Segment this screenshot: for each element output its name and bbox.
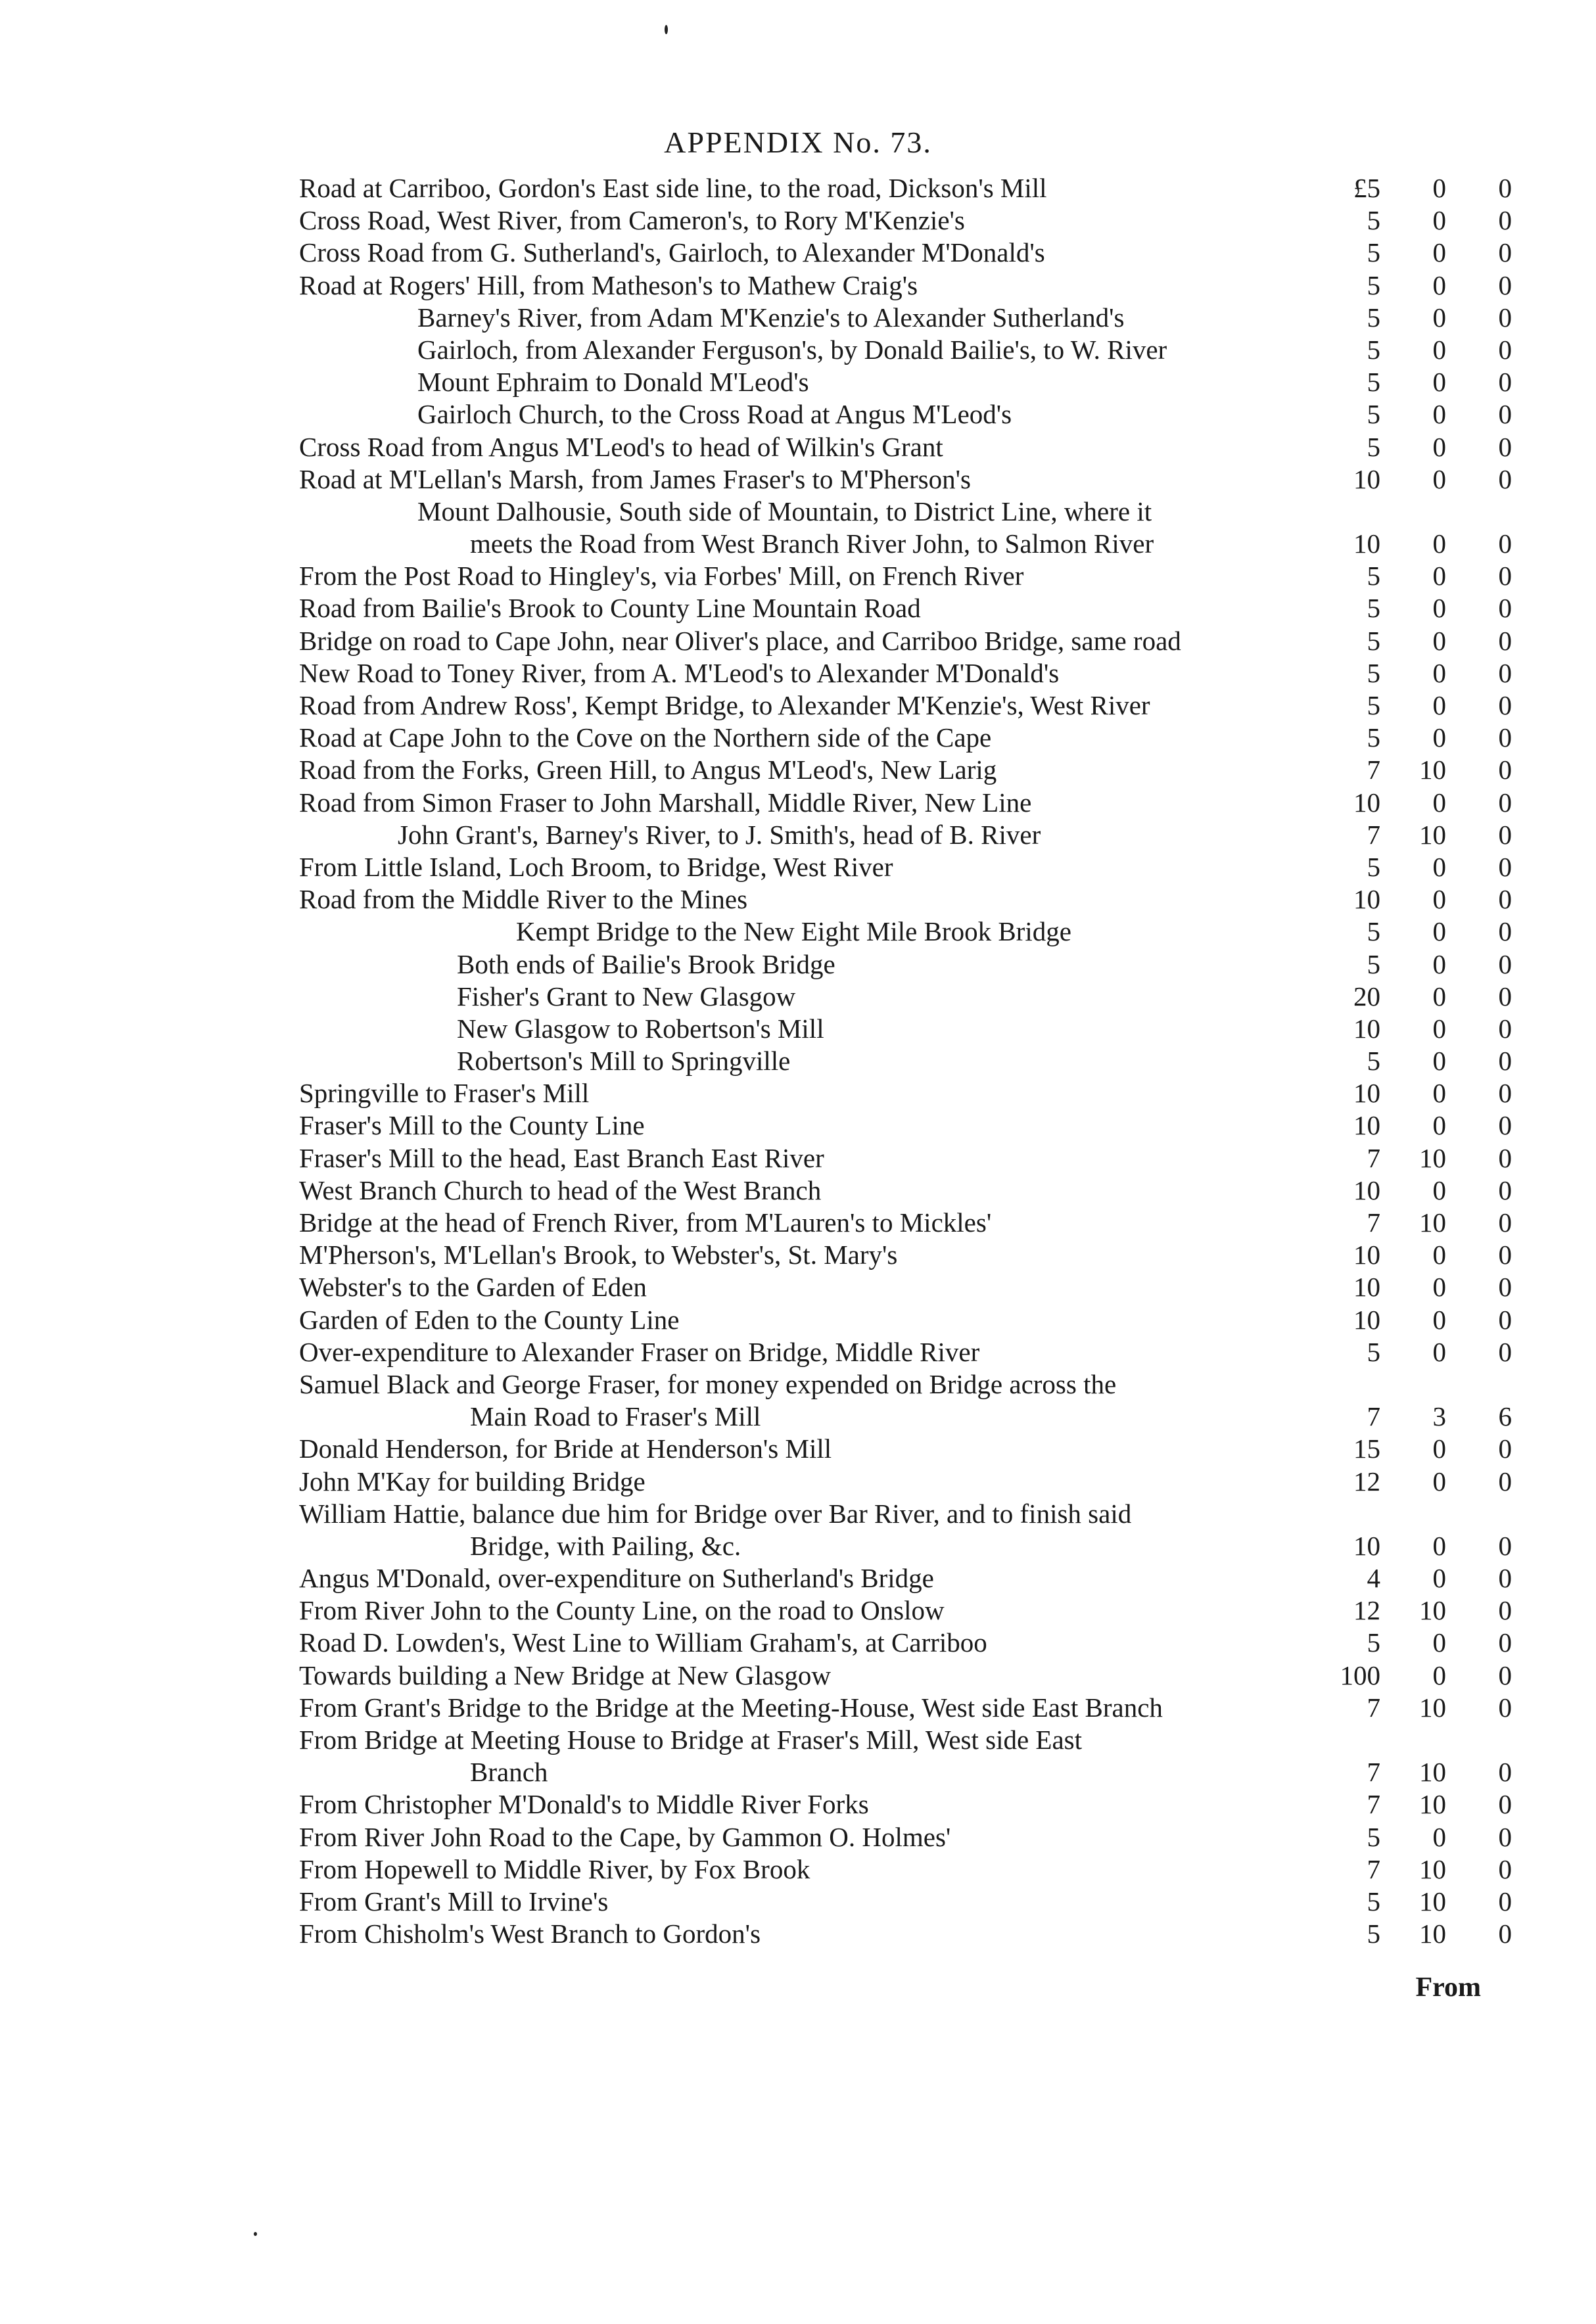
pounds-amount: 5 <box>1367 302 1380 333</box>
entry-row <box>299 1239 1512 1271</box>
entry-row <box>299 1077 1512 1109</box>
entry-row <box>299 528 1512 560</box>
pounds-amount: 10 <box>1353 1240 1380 1270</box>
pence-amount: 0 <box>1498 1142 1512 1173</box>
entry-row <box>299 1692 1512 1724</box>
pence-amount: 0 <box>1498 1336 1512 1367</box>
entry-description: From Christopher M'Donald's to Middle River Forks <box>299 1789 869 1820</box>
shillings-amount: 10 <box>1419 1886 1446 1917</box>
pence-amount: 0 <box>1498 269 1512 300</box>
shillings-amount: 0 <box>1432 1563 1446 1594</box>
shillings-amount: 0 <box>1432 205 1446 236</box>
pounds-amount: 5 <box>1367 1886 1380 1917</box>
pence-amount: 0 <box>1498 851 1512 882</box>
pence-amount: 0 <box>1498 1272 1512 1303</box>
entry-description: Webster's to the Garden of Eden <box>299 1272 647 1303</box>
pence-amount: 0 <box>1498 1110 1512 1141</box>
pounds-amount: 5 <box>1367 851 1380 882</box>
entry-description: From River John Road to the Cape, by Gammon O. Holmes' <box>299 1821 951 1852</box>
pounds-amount: 10 <box>1353 1110 1380 1141</box>
entry-description: Bridge, with Pailing, &c. <box>470 1530 741 1561</box>
entry-row <box>299 1530 1512 1562</box>
entry-row <box>299 689 1512 722</box>
pence-amount: 0 <box>1498 916 1512 947</box>
pence-amount: 0 <box>1498 302 1512 333</box>
pounds-amount: 5 <box>1367 1918 1380 1949</box>
entry-description: Road at Carriboo, Gordon's East side line, to the road, Dickson's Mill <box>299 173 1047 203</box>
entry-description: Towards building a New Bridge at New Glasgow <box>299 1660 831 1690</box>
entry-description: Gairloch Church, to the Cross Road at Angus M'Leod's <box>417 399 1012 430</box>
pence-amount: 0 <box>1498 431 1512 462</box>
shillings-amount: 0 <box>1432 1046 1446 1077</box>
shillings-amount: 0 <box>1432 302 1446 333</box>
pounds-amount: 5 <box>1367 334 1380 365</box>
pence-amount: 0 <box>1498 690 1512 720</box>
shillings-amount: 0 <box>1432 561 1446 592</box>
entry-row <box>299 431 1512 463</box>
entry-row <box>299 1401 1512 1433</box>
shillings-amount: 0 <box>1432 1336 1446 1367</box>
entry-row <box>299 754 1512 786</box>
entry-description: Cross Road from G. Sutherland's, Gairloch, to Alexander M'Donald's <box>299 237 1045 268</box>
shillings-amount: 0 <box>1432 657 1446 688</box>
entry-description: Branch <box>470 1757 548 1788</box>
pence-amount: 0 <box>1498 399 1512 430</box>
pounds-amount: 5 <box>1367 237 1380 268</box>
entry-description: Angus M'Donald, over-expenditure on Sutherland's Bridge <box>299 1563 934 1594</box>
shillings-amount: 0 <box>1432 1821 1446 1852</box>
shillings-amount: 0 <box>1432 399 1446 430</box>
pence-amount: 0 <box>1498 722 1512 753</box>
shillings-amount: 10 <box>1419 1692 1446 1723</box>
shillings-amount: 10 <box>1419 1757 1446 1788</box>
pounds-amount: 15 <box>1353 1433 1380 1464</box>
shillings-amount: 10 <box>1419 755 1446 785</box>
pounds-amount: 7 <box>1367 1142 1380 1173</box>
pence-amount: 0 <box>1498 1433 1512 1464</box>
pounds-amount: 10 <box>1353 1272 1380 1303</box>
shillings-amount: 10 <box>1419 1595 1446 1626</box>
pence-amount: 0 <box>1498 1563 1512 1594</box>
pounds-amount: 5 <box>1367 625 1380 656</box>
entry-description: West Branch Church to head of the West Branch <box>299 1174 822 1205</box>
pounds-amount: 7 <box>1367 1401 1380 1432</box>
shillings-amount: 10 <box>1419 1853 1446 1884</box>
shillings-amount: 0 <box>1432 1627 1446 1658</box>
entry-description: Road at Rogers' Hill, from Matheson's to Mathew Craig's <box>299 269 918 300</box>
shillings-amount: 0 <box>1432 1466 1446 1497</box>
pounds-amount: 5 <box>1367 367 1380 398</box>
pounds-amount: 7 <box>1367 1207 1380 1238</box>
pence-amount: 0 <box>1498 657 1512 688</box>
entry-description: Both ends of Bailie's Brook Bridge <box>457 948 835 979</box>
shillings-amount: 10 <box>1419 1142 1446 1173</box>
entry-description: Road from Andrew Ross', Kempt Bridge, to Alexander M'Kenzie's, West River <box>299 690 1150 720</box>
pounds-amount: 7 <box>1367 1853 1380 1884</box>
shillings-amount: 0 <box>1432 1530 1446 1561</box>
entry-row <box>299 1336 1512 1368</box>
pounds-amount: 12 <box>1353 1466 1380 1497</box>
shillings-amount: 3 <box>1432 1401 1446 1432</box>
entry-row <box>299 657 1512 689</box>
entry-description: Cross Road, West River, from Cameron's, to Rory M'Kenzie's <box>299 205 965 236</box>
shillings-amount: 10 <box>1419 819 1446 850</box>
pence-amount: 0 <box>1498 463 1512 494</box>
entry-description: Mount Dalhousie, South side of Mountain, to District Line, where it <box>417 496 1152 526</box>
entry-description: Main Road to Fraser's Mill <box>470 1401 761 1432</box>
entry-row <box>299 1562 1512 1594</box>
entry-row <box>299 1627 1512 1659</box>
pounds-amount: 5 <box>1367 722 1380 753</box>
entry-row <box>299 1918 1512 1950</box>
shillings-amount: 0 <box>1432 173 1446 203</box>
shillings-amount: 0 <box>1432 367 1446 398</box>
pounds-amount: 20 <box>1353 981 1380 1011</box>
entry-row <box>299 1368 1512 1401</box>
entry-row <box>299 1013 1512 1045</box>
shillings-amount: 0 <box>1432 625 1446 656</box>
entry-description: Road at M'Lellan's Marsh, from James Fraser's to M'Pherson's <box>299 463 971 494</box>
pence-amount: 0 <box>1498 237 1512 268</box>
entry-description: Barney's River, from Adam M'Kenzie's to Alexander Sutherland's <box>417 302 1125 333</box>
appendix-header: APPENDIX No. 73. <box>664 126 932 159</box>
entry-row <box>299 463 1512 496</box>
entry-row <box>299 398 1512 430</box>
pence-amount: 6 <box>1498 1401 1512 1432</box>
pounds-amount: 100 <box>1340 1660 1380 1690</box>
entry-description: Garden of Eden to the County Line <box>299 1304 680 1335</box>
pence-amount: 0 <box>1498 1853 1512 1884</box>
shillings-amount: 0 <box>1432 1304 1446 1335</box>
entry-description: From Grant's Mill to Irvine's <box>299 1886 609 1917</box>
entry-description: From the Post Road to Hingley's, via Forbes' Mill, on French River <box>299 561 1024 592</box>
pounds-amount: 10 <box>1353 1304 1380 1335</box>
pence-amount: 0 <box>1498 1886 1512 1917</box>
entry-description: From Hopewell to Middle River, by Fox Brook <box>299 1853 810 1884</box>
entry-row <box>299 787 1512 819</box>
shillings-amount: 0 <box>1432 528 1446 559</box>
shillings-amount: 0 <box>1432 1078 1446 1109</box>
shillings-amount: 0 <box>1432 237 1446 268</box>
shillings-amount: 10 <box>1419 1207 1446 1238</box>
shillings-amount: 0 <box>1432 431 1446 462</box>
pounds-amount: 12 <box>1353 1595 1380 1626</box>
entry-row <box>299 1886 1512 1918</box>
pence-amount: 0 <box>1498 528 1512 559</box>
pence-amount: 0 <box>1498 1304 1512 1335</box>
pounds-amount: 10 <box>1353 1078 1380 1109</box>
pence-amount: 0 <box>1498 1078 1512 1109</box>
pence-amount: 0 <box>1498 1595 1512 1626</box>
entry-description: Road from the Middle River to the Mines <box>299 884 748 915</box>
entry-description: From Grant's Bridge to the Bridge at the Meeting-House, West side East Branch <box>299 1692 1163 1723</box>
pence-amount: 0 <box>1498 1240 1512 1270</box>
shillings-amount: 0 <box>1432 948 1446 979</box>
entry-description: From Chisholm's West Branch to Gordon's <box>299 1918 761 1949</box>
pence-amount: 0 <box>1498 367 1512 398</box>
pounds-amount: £5 <box>1353 173 1380 203</box>
pence-amount: 0 <box>1498 1627 1512 1658</box>
entry-row <box>299 1045 1512 1077</box>
pounds-amount: 5 <box>1367 916 1380 947</box>
entry-row <box>299 948 1512 981</box>
pence-amount: 0 <box>1498 1789 1512 1820</box>
shillings-amount: 0 <box>1432 722 1446 753</box>
shillings-amount: 0 <box>1432 690 1446 720</box>
pounds-amount: 7 <box>1367 1757 1380 1788</box>
pounds-amount: 5 <box>1367 205 1380 236</box>
shillings-amount: 0 <box>1432 334 1446 365</box>
entry-row <box>299 625 1512 657</box>
entry-description: Kempt Bridge to the New Eight Mile Brook Bridge <box>516 916 1071 947</box>
pence-amount: 0 <box>1498 981 1512 1011</box>
entry-row <box>299 1724 1512 1756</box>
pounds-amount: 10 <box>1353 1530 1380 1561</box>
pounds-amount: 5 <box>1367 1046 1380 1077</box>
entry-row <box>299 1788 1512 1821</box>
entry-description: New Road to Toney River, from A. M'Leod's to Alexander M'Donald's <box>299 657 1060 688</box>
pence-amount: 0 <box>1498 819 1512 850</box>
shillings-amount: 0 <box>1432 463 1446 494</box>
pence-amount: 0 <box>1498 1466 1512 1497</box>
shillings-amount: 0 <box>1432 1272 1446 1303</box>
speck-mark-bottom <box>254 2232 257 2236</box>
pounds-amount: 10 <box>1353 528 1380 559</box>
shillings-amount: 0 <box>1432 269 1446 300</box>
pounds-amount: 7 <box>1367 1692 1380 1723</box>
entry-description: From River John to the County Line, on the road to Onslow <box>299 1595 945 1626</box>
entry-row <box>299 1207 1512 1239</box>
entry-description: John M'Kay for building Bridge <box>299 1466 645 1497</box>
entry-row <box>299 819 1512 851</box>
entry-description: William Hattie, balance due him for Bridge over Bar River, and to finish said <box>299 1498 1132 1529</box>
entry-description: Bridge on road to Cape John, near Oliver's place, and Carriboo Bridge, same road <box>299 625 1181 656</box>
pence-amount: 0 <box>1498 561 1512 592</box>
entry-description: Donald Henderson, for Bride at Henderson's Mill <box>299 1433 832 1464</box>
entry-row <box>299 1466 1512 1498</box>
pounds-amount: 10 <box>1353 884 1380 915</box>
pence-amount: 0 <box>1498 1821 1512 1852</box>
shillings-amount: 0 <box>1432 1110 1446 1141</box>
entry-row <box>299 302 1512 334</box>
entry-row <box>299 1174 1512 1207</box>
pence-amount: 0 <box>1498 173 1512 203</box>
entry-row <box>299 981 1512 1013</box>
entry-row <box>299 496 1512 528</box>
entry-description: From Little Island, Loch Broom, to Bridge, West River <box>299 851 893 882</box>
entry-row <box>299 722 1512 754</box>
entry-description: From Bridge at Meeting House to Bridge at Fraser's Mill, West side East <box>299 1725 1083 1755</box>
pence-amount: 0 <box>1498 205 1512 236</box>
pence-amount: 0 <box>1498 1207 1512 1238</box>
pence-amount: 0 <box>1498 884 1512 915</box>
pounds-amount: 10 <box>1353 787 1380 818</box>
pence-amount: 0 <box>1498 787 1512 818</box>
pounds-amount: 5 <box>1367 431 1380 462</box>
shillings-amount: 0 <box>1432 787 1446 818</box>
entry-description: Bridge at the head of French River, from M'Lauren's to Mickles' <box>299 1207 992 1238</box>
entry-description: M'Pherson's, M'Lellan's Brook, to Webster's, St. Mary's <box>299 1240 898 1270</box>
entry-row <box>299 1756 1512 1788</box>
pence-amount: 0 <box>1498 1530 1512 1561</box>
entry-description: Mount Ephraim to Donald M'Leod's <box>417 367 809 398</box>
shillings-amount: 0 <box>1432 884 1446 915</box>
entry-row <box>299 1660 1512 1692</box>
pence-amount: 0 <box>1498 1013 1512 1044</box>
entry-description: Fraser's Mill to the head, East Branch East River <box>299 1142 824 1173</box>
pounds-amount: 5 <box>1367 561 1380 592</box>
entry-row <box>299 560 1512 592</box>
entry-description: Cross Road from Angus M'Leod's to head of Wilkin's Grant <box>299 431 943 462</box>
pounds-amount: 5 <box>1367 1821 1380 1852</box>
pounds-amount: 7 <box>1367 819 1380 850</box>
entry-row <box>299 1821 1512 1853</box>
speck-mark-top <box>665 25 668 34</box>
shillings-amount: 0 <box>1432 593 1446 624</box>
shillings-amount: 0 <box>1432 851 1446 882</box>
pence-amount: 0 <box>1498 1918 1512 1949</box>
pounds-amount: 5 <box>1367 1627 1380 1658</box>
entry-row <box>299 883 1512 916</box>
pence-amount: 0 <box>1498 948 1512 979</box>
entry-row <box>299 334 1512 366</box>
entry-row <box>299 1853 1512 1886</box>
pence-amount: 0 <box>1498 755 1512 785</box>
entry-description: Road from Bailie's Brook to County Line Mountain Road <box>299 593 921 624</box>
pence-amount: 0 <box>1498 1046 1512 1077</box>
entry-description: meets the Road from West Branch River John, to Salmon River <box>470 528 1154 559</box>
entry-description: Road from the Forks, Green Hill, to Angus M'Leod's, New Larig <box>299 755 997 785</box>
catchword: From <box>1415 1972 1481 2003</box>
entry-row <box>299 592 1512 624</box>
pence-amount: 0 <box>1498 1660 1512 1690</box>
expenditure-list <box>299 172 1512 1950</box>
pounds-amount: 7 <box>1367 1789 1380 1820</box>
entry-description: New Glasgow to Robertson's Mill <box>457 1013 824 1044</box>
pounds-amount: 5 <box>1367 269 1380 300</box>
pence-amount: 0 <box>1498 593 1512 624</box>
entry-description: John Grant's, Barney's River, to J. Smith's, head of B. River <box>398 819 1041 850</box>
entry-row <box>299 237 1512 269</box>
pence-amount: 0 <box>1498 334 1512 365</box>
pence-amount: 0 <box>1498 1692 1512 1723</box>
shillings-amount: 0 <box>1432 1013 1446 1044</box>
entry-description: Gairloch, from Alexander Ferguson's, by Donald Bailie's, to W. River <box>417 334 1167 365</box>
pence-amount: 0 <box>1498 1174 1512 1205</box>
pounds-amount: 7 <box>1367 755 1380 785</box>
pounds-amount: 5 <box>1367 1336 1380 1367</box>
entry-row <box>299 204 1512 237</box>
entry-description: Road D. Lowden's, West Line to William Graham's, at Carriboo <box>299 1627 987 1658</box>
pounds-amount: 5 <box>1367 399 1380 430</box>
entry-row <box>299 1594 1512 1627</box>
entry-description: Over-expenditure to Alexander Fraser on Bridge, Middle River <box>299 1336 980 1367</box>
pounds-amount: 4 <box>1367 1563 1380 1594</box>
entry-row <box>299 366 1512 398</box>
entry-row <box>299 916 1512 948</box>
entry-description: Road at Cape John to the Cove on the Northern side of the Cape <box>299 722 992 753</box>
entry-description: Fraser's Mill to the County Line <box>299 1110 645 1141</box>
shillings-amount: 0 <box>1432 1433 1446 1464</box>
entry-row <box>299 1498 1512 1530</box>
entry-description: Robertson's Mill to Springville <box>457 1046 791 1077</box>
shillings-amount: 10 <box>1419 1918 1446 1949</box>
pounds-amount: 5 <box>1367 690 1380 720</box>
entry-row <box>299 1271 1512 1303</box>
entry-row <box>299 1142 1512 1174</box>
shillings-amount: 0 <box>1432 1240 1446 1270</box>
entry-row <box>299 851 1512 883</box>
entry-description: Samuel Black and George Fraser, for money expended on Bridge across the <box>299 1368 1117 1399</box>
pounds-amount: 10 <box>1353 1013 1380 1044</box>
pounds-amount: 5 <box>1367 948 1380 979</box>
shillings-amount: 0 <box>1432 1660 1446 1690</box>
pence-amount: 0 <box>1498 1757 1512 1788</box>
pence-amount: 0 <box>1498 625 1512 656</box>
shillings-amount: 0 <box>1432 1174 1446 1205</box>
shillings-amount: 10 <box>1419 1789 1446 1820</box>
entry-description: Fisher's Grant to New Glasgow <box>457 981 796 1011</box>
entry-description: Springville to Fraser's Mill <box>299 1078 590 1109</box>
shillings-amount: 0 <box>1432 981 1446 1011</box>
pounds-amount: 10 <box>1353 1174 1380 1205</box>
entry-row <box>299 1433 1512 1465</box>
pounds-amount: 5 <box>1367 593 1380 624</box>
entry-row <box>299 172 1512 204</box>
entry-description: Road from Simon Fraser to John Marshall, Middle River, New Line <box>299 787 1032 818</box>
entry-row <box>299 1304 1512 1336</box>
entry-row <box>299 1109 1512 1142</box>
entry-row <box>299 269 1512 302</box>
pounds-amount: 10 <box>1353 463 1380 494</box>
shillings-amount: 0 <box>1432 916 1446 947</box>
pounds-amount: 5 <box>1367 657 1380 688</box>
